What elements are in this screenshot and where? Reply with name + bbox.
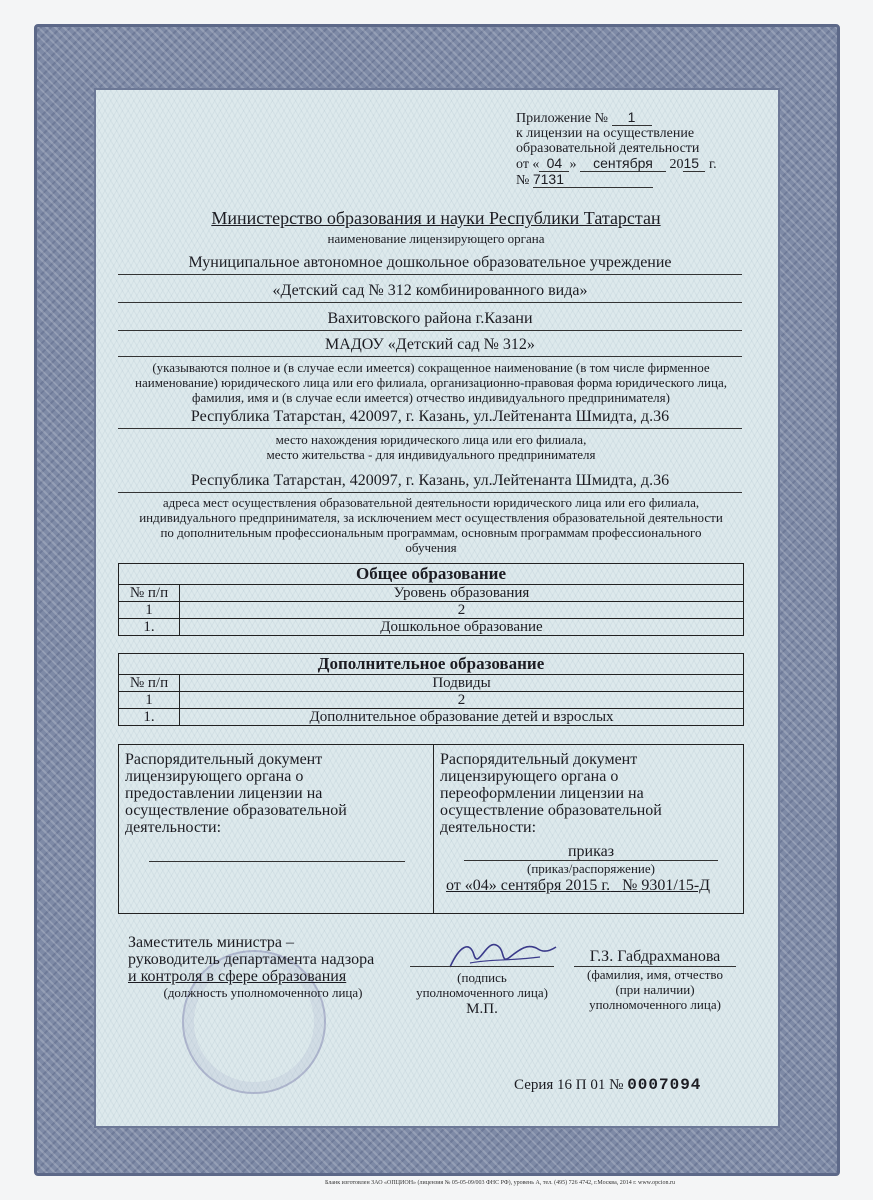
signature-line — [410, 966, 554, 967]
table-row — [119, 619, 744, 636]
general-education-title: Общее образование — [119, 564, 744, 585]
table-cell: Уровень образования — [180, 585, 744, 602]
annex-date-year: 15 — [683, 156, 705, 172]
reissue-decision-type-caption: (приказ/распоряжение) — [527, 861, 655, 876]
reissue-decision-box — [433, 744, 744, 914]
reissue-decision-date-number: от «04» сентября 2015 г. № 9301/15-Д — [446, 877, 711, 894]
table-row — [119, 709, 744, 726]
annex-line3: образовательной деятельности — [516, 141, 700, 156]
table-row — [119, 675, 744, 692]
annex-number: 1 — [612, 110, 652, 126]
printer-note: Бланк изготовлен ЗАО «ОПЦИОН» (лицензия № 05-05-09/003 ФНС РФ), уровень А, тел. (495) 726 4742, г.Москва, 2014 г. www.opcion.ru — [325, 1180, 675, 1186]
activity-address-caption: адреса мест осуществления образовательной деятельности юридического лица или его филиала, индивидуального предпринимателя, за исключением мест осуществления образовательной деятельности по дополнительным профессиональным программам, основным программам профессионального обучения — [139, 495, 723, 555]
additional-education-title: Дополнительное образование — [119, 654, 744, 675]
table-cell: 1 — [119, 692, 180, 709]
table-cell: Дополнительное образование детей и взрослых — [180, 709, 744, 726]
grant-decision-box — [118, 744, 434, 914]
grant-decision-text: Распорядительный документ лицензирующего органа о предоставлении лицензии на осуществление образовательной деятельности: — [125, 751, 347, 836]
signature-scribble — [440, 935, 560, 975]
additional-education-table — [118, 653, 744, 726]
license-number-value: 7131 — [533, 172, 653, 188]
stamp-place-label: М.П. — [466, 1001, 498, 1017]
table-cell: Дошкольное образование — [180, 619, 744, 636]
table-cell: 1 — [119, 602, 180, 619]
reissue-decision-text: Распорядительный документ лицензирующего органа о переоформлении лицензии на осуществление образовательной деятельности: — [440, 751, 662, 836]
activity-address-value: Республика Татарстан, 420097, г. Казань, ул.Лейтенанта Шмидта, д.36 — [118, 472, 742, 493]
org-name-line3: Вахитовского района г.Казани — [118, 310, 742, 331]
general-education-table — [118, 563, 744, 636]
annex-license-number: № 7131 — [516, 172, 746, 188]
annex-line1: Приложение № 1 — [516, 110, 746, 126]
blank-series: Серия 16 П 01 № 0007094 — [514, 1076, 702, 1094]
org-name-line2: «Детский сад № 312 комбинированного вида» — [118, 282, 742, 303]
annex-line2: к лицензии на осуществление — [516, 126, 695, 141]
org-name-short: МАДОУ «Детский сад № 312» — [118, 336, 742, 357]
annex-date-month: сентября — [580, 156, 666, 172]
org-name-line1: Муниципальное автономное дошкольное образовательное учреждение — [118, 254, 742, 275]
table-cell: 2 — [180, 602, 744, 619]
annex-date-day: 04 — [539, 156, 569, 172]
table-row — [119, 692, 744, 709]
signatory-name: Г.З. Габдрахманова — [574, 948, 736, 967]
location-caption: место нахождения юридического лица или его филиала, место жительства - для индивидуального предпринимателя — [266, 432, 596, 462]
table-cell: 1. — [119, 709, 180, 726]
annex-header — [516, 110, 746, 188]
series-number: 0007094 — [627, 1076, 702, 1094]
table-cell: № п/п — [119, 675, 180, 692]
reissue-decision-type: приказ — [464, 843, 718, 861]
grant-decision-blank-line — [149, 861, 405, 862]
signatory-position: Заместитель министра – руководитель департамента надзора и контроля в сфере образования (должность уполномоченного лица) — [128, 934, 375, 1000]
table-cell: 2 — [180, 692, 744, 709]
table-cell: № п/п — [119, 585, 180, 602]
authority-name: Министерство образования и науки Республики Татарстан — [211, 208, 661, 228]
signature-caption: (подпись уполномоченного лица) М.П. — [400, 970, 564, 1017]
table-row — [119, 585, 744, 602]
table-row — [119, 602, 744, 619]
annex-date: от « 04 » сентября 2015 г. — [516, 155, 717, 172]
location-value: Республика Татарстан, 420097, г. Казань, ул.Лейтенанта Шмидта, д.36 — [118, 408, 742, 429]
org-caption: (указываются полное и (в случае если имеется) сокращенное наименование (в том числе фирменное наименование) юридического лица или его филиала, организационно-правовая форма юридического лица, фамилия, имя и (в случае если имеется) отчество индивидуального предпринимателя) — [135, 360, 727, 405]
table-cell: 1. — [119, 619, 180, 636]
signatory-name-block: Г.З. Габдрахманова (фамилия, имя, отчество (при наличии) уполномоченного лица) — [574, 948, 736, 1012]
authority-caption: наименование лицензирующего органа — [327, 231, 545, 246]
licensing-authority — [118, 208, 754, 246]
table-cell: Подвиды — [180, 675, 744, 692]
